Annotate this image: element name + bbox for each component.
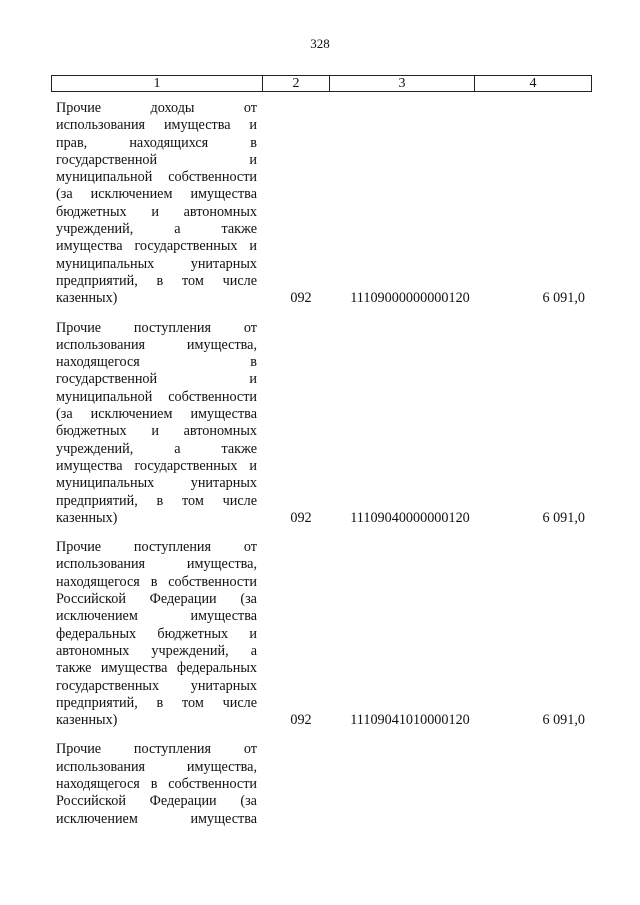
description-line: муниципальных унитарных (56, 475, 257, 492)
column-header-row (52, 76, 592, 92)
column-header-2: 2 (263, 76, 330, 92)
table-row (51, 741, 591, 827)
column-header-1: 1 (52, 76, 263, 92)
admin-code-cell: 092 (290, 712, 312, 729)
description-line: федеральных бюджетных и (56, 625, 257, 642)
description-line: использования имущества и (56, 117, 257, 134)
row-description (56, 320, 257, 528)
admin-code-cell: 092 (290, 290, 312, 307)
description-line: муниципальных унитарных (56, 255, 257, 272)
column-header-4: 4 (475, 76, 592, 92)
budget-code-cell: 11109041010000120 (350, 712, 470, 729)
description-line: государственной и (56, 151, 257, 168)
description-line: Прочие доходы от (56, 100, 257, 116)
description-line: бюджетных и автономных (56, 203, 257, 220)
description-line: Прочие поступления от (56, 741, 257, 758)
amount-cell: 6 091,0 (542, 712, 585, 729)
description-line: исключением имущества (56, 810, 257, 827)
column-header-table (51, 75, 592, 92)
description-line: государственных унитарных (56, 677, 257, 694)
description-last-line: казенных) (56, 290, 118, 307)
budget-code-cell: 11109040000000120 (350, 509, 470, 526)
description-line: бюджетных и автономных (56, 423, 257, 440)
table-body (51, 100, 591, 840)
description-line: автономных учреждений, а (56, 642, 257, 659)
description-line: использования имущества, (56, 556, 257, 573)
description-line: находящегося в собственности (56, 573, 257, 590)
description-line: исключением имущества (56, 608, 257, 625)
description-line: прав, находящихся в (56, 134, 257, 151)
amount-cell: 6 091,0 (542, 290, 585, 307)
table-row (51, 320, 591, 528)
amount-cell: 6 091,0 (542, 509, 585, 526)
description-line: предприятий, в том числе (56, 272, 257, 289)
description-line: предприятий, в том числе (56, 694, 257, 711)
description-line: (за исключением имущества (56, 186, 257, 203)
description-line: Российской Федерации (за (56, 591, 257, 608)
description-line: имущества государственных и (56, 238, 257, 255)
page-number: 328 (310, 36, 330, 51)
description-line: Прочие поступления от (56, 539, 257, 556)
description-last-line: казенных) (56, 509, 118, 526)
description-line: имущества государственных и (56, 457, 257, 474)
description-line: учреждений, а также (56, 221, 257, 238)
description-line: муниципальной собственности (56, 388, 257, 405)
admin-code-cell: 092 (290, 509, 312, 526)
description-line: учреждений, а также (56, 440, 257, 457)
table-row (51, 100, 591, 308)
description-line: Российской Федерации (за (56, 793, 257, 810)
description-line: государственной и (56, 371, 257, 388)
description-line: (за исключением имущества (56, 406, 257, 423)
row-description (56, 741, 257, 827)
row-description (56, 539, 257, 729)
table-row (51, 539, 591, 729)
description-last-line: казенных) (56, 712, 118, 729)
description-line: предприятий, в том числе (56, 492, 257, 509)
column-header-3: 3 (330, 76, 475, 92)
description-line: находящегося в (56, 354, 257, 371)
description-line: находящегося в собственности (56, 775, 257, 792)
budget-code-cell: 11109000000000120 (350, 290, 470, 307)
row-description (56, 100, 257, 308)
description-line: также имущества федеральных (56, 660, 257, 677)
description-line: муниципальной собственности (56, 169, 257, 186)
description-line: использования имущества, (56, 336, 257, 353)
description-line: использования имущества, (56, 758, 257, 775)
description-line: Прочие поступления от (56, 319, 257, 336)
